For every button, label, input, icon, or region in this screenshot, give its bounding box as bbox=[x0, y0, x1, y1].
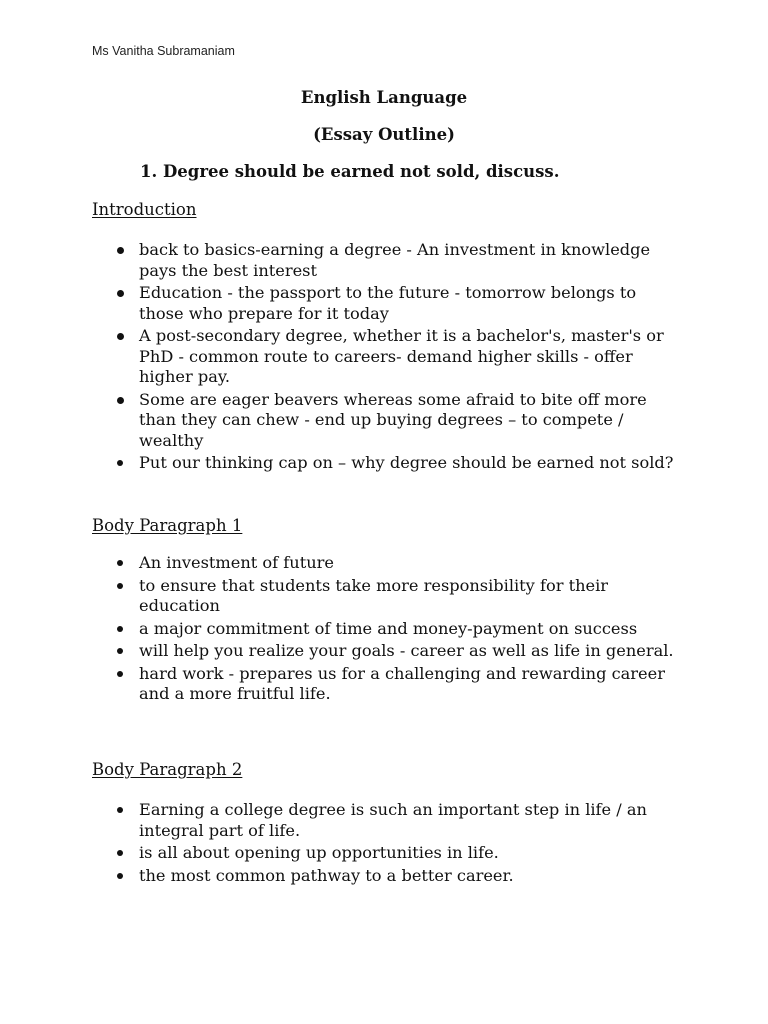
author-header: Ms Vanitha Subramaniam bbox=[92, 44, 235, 58]
list-item-text: a major commitment of time and money-payment on success bbox=[139, 618, 638, 638]
bullet-icon bbox=[117, 873, 123, 879]
list-item bbox=[92, 619, 684, 640]
list-item bbox=[92, 283, 684, 324]
list-item bbox=[92, 453, 684, 474]
list-item bbox=[92, 576, 684, 617]
bullet-icon bbox=[117, 648, 123, 654]
bullet-icon bbox=[117, 850, 123, 856]
document-subtitle: (Essay Outline) bbox=[313, 125, 455, 144]
bullet-icon bbox=[117, 290, 124, 297]
bullet-icon bbox=[117, 333, 124, 340]
list-item bbox=[92, 800, 684, 841]
list-item bbox=[92, 866, 684, 887]
list-item-text: is all about opening up opportunities in life. bbox=[139, 843, 499, 862]
list-item-text: hard work - prepares us for a challenging and rewarding career and a more fruitful life. bbox=[139, 663, 665, 703]
document-title: English Language bbox=[300, 88, 468, 107]
list-item bbox=[92, 664, 684, 705]
list-item bbox=[92, 326, 684, 388]
essay-question: 1. Degree should be earned not sold, discuss. bbox=[140, 162, 560, 181]
bullet-icon bbox=[117, 560, 123, 566]
bullet-icon bbox=[117, 397, 124, 404]
list-item-text: Earning a college degree is such an important step in life / an integral part of life. bbox=[139, 800, 647, 840]
list-item-text: A post-secondary degree, whether it is a bachelor's, master's or PhD - common route to careers- demand higher skills - offer higher pay. bbox=[139, 326, 664, 386]
list-item-text: Education - the passport to the future - tomorrow belongs to those who prepare for it today bbox=[139, 283, 637, 323]
list-item-text: back to basics-earning a degree - An investment in knowledge pays the best interest bbox=[139, 240, 651, 280]
section-heading: Body Paragraph 2 bbox=[92, 760, 243, 779]
bullet-list bbox=[92, 800, 692, 886]
bullet-icon bbox=[117, 247, 124, 254]
list-item bbox=[92, 240, 684, 281]
bullet-icon bbox=[117, 583, 123, 589]
list-item-text: Put our thinking cap on – why degree should be earned not sold? bbox=[139, 453, 674, 472]
section-body-paragraph-2 bbox=[92, 760, 692, 888]
bullet-icon bbox=[117, 671, 123, 677]
section-introduction bbox=[92, 200, 692, 476]
bullet-icon bbox=[117, 807, 123, 813]
list-item-text: the most common pathway to a better career. bbox=[139, 865, 514, 885]
list-item bbox=[92, 390, 684, 452]
list-item bbox=[92, 641, 684, 662]
bullet-list bbox=[92, 240, 692, 474]
list-item bbox=[92, 553, 684, 574]
bullet-icon bbox=[117, 460, 123, 466]
list-item-text: An investment of future bbox=[139, 553, 334, 572]
list-item-text: will help you realize your goals - career as well as life in general. bbox=[139, 641, 674, 660]
section-body-paragraph-1 bbox=[92, 516, 692, 707]
section-heading: Introduction bbox=[92, 200, 197, 219]
list-item bbox=[92, 843, 684, 864]
list-item-text: Some are eager beavers whereas some afraid to bite off more than they can chew - end up buying degrees – to compete / wealthy bbox=[139, 389, 647, 450]
list-item-text: to ensure that students take more responsibility for their education bbox=[139, 575, 609, 615]
section-heading: Body Paragraph 1 bbox=[92, 516, 243, 535]
bullet-icon bbox=[117, 626, 123, 632]
bullet-list bbox=[92, 553, 692, 705]
